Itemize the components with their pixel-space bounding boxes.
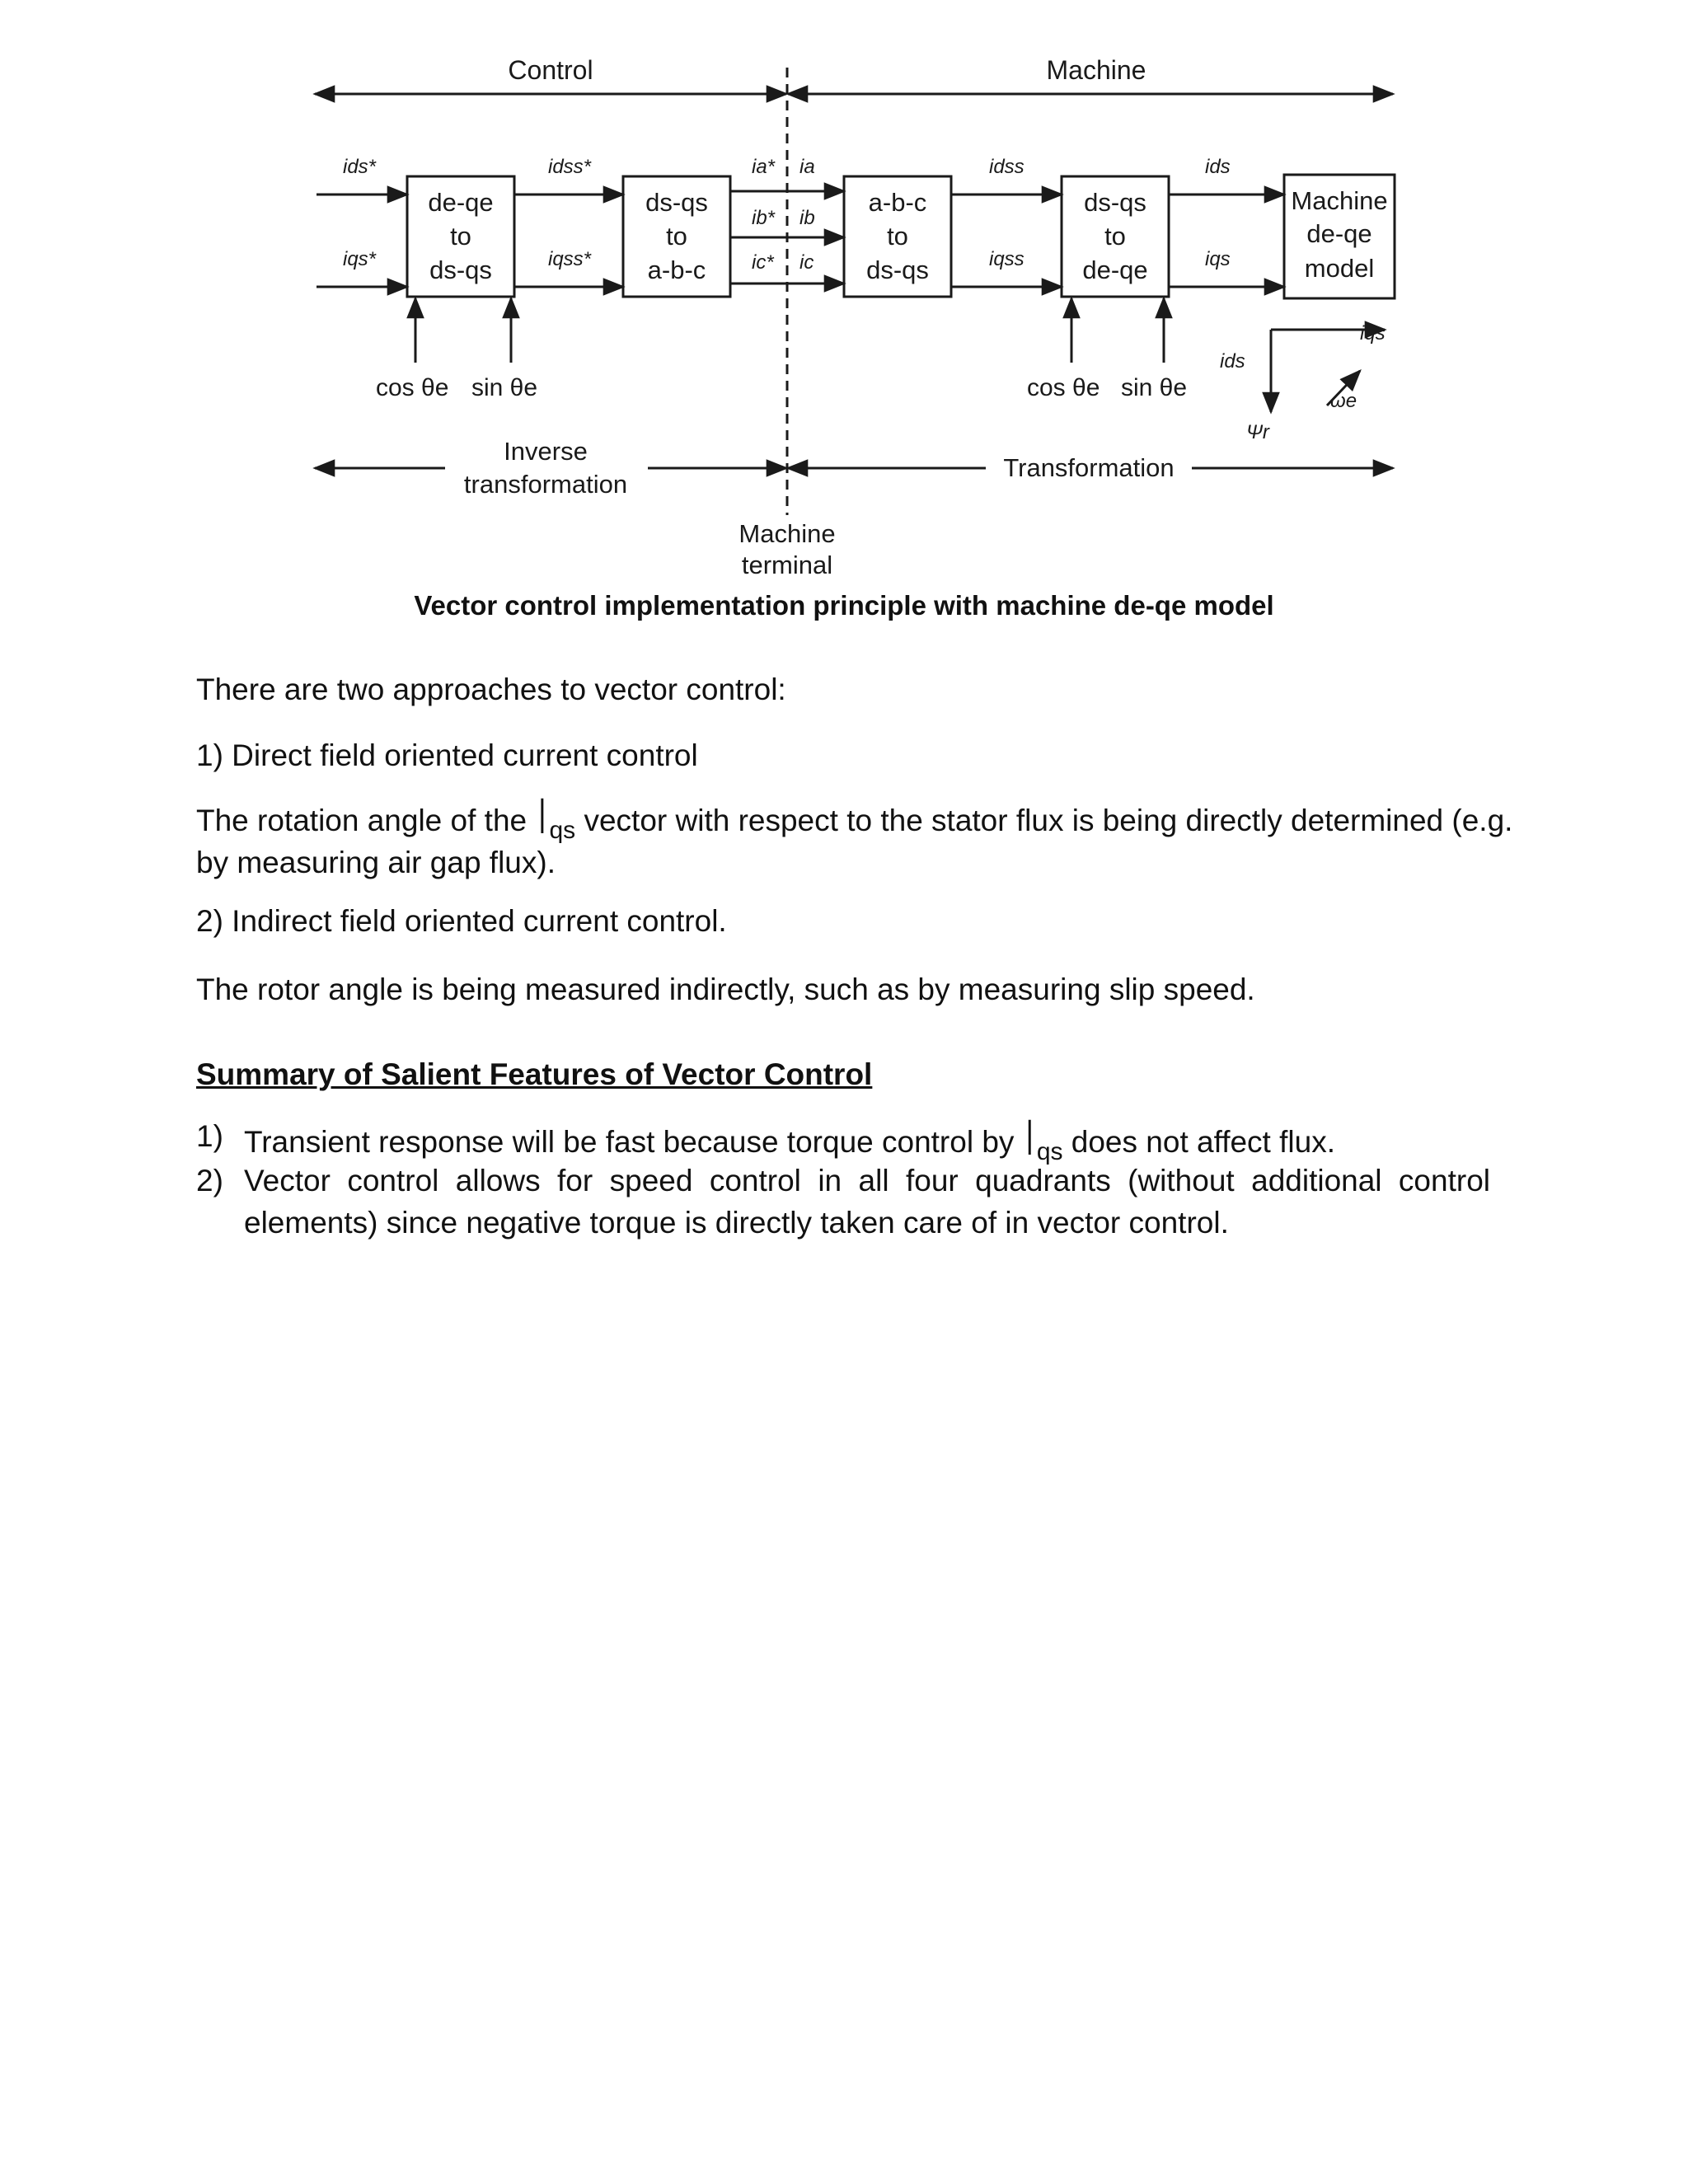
iqs-symbol: I bbox=[535, 789, 550, 845]
block3-line3: ds-qs bbox=[866, 255, 929, 284]
block5-line2: de-qe bbox=[1306, 219, 1372, 248]
summary-heading: Summary of Salient Features of Vector Control bbox=[196, 1057, 873, 1091]
machine-label: Machine bbox=[1046, 55, 1146, 85]
summary-item-2-text: Vector control allows for speed control in all four quadrants (without additional control elements) since negative torque is directly taken care of in vector control. bbox=[244, 1164, 1490, 1240]
item1-desc-b: vector with respect to the stator flux is being directly determined (e.g. bbox=[575, 804, 1513, 837]
summary-item-1-number: 1) bbox=[196, 1119, 223, 1153]
block5-line3: model bbox=[1304, 254, 1375, 283]
iqs-subscript: qs bbox=[549, 817, 576, 844]
label-ids-star: ids* bbox=[343, 156, 377, 178]
figure-caption: Vector control implementation principle with machine de-qe model bbox=[414, 590, 1274, 621]
label-iqs-star: iqs* bbox=[343, 248, 377, 270]
label-ib: ib bbox=[799, 207, 815, 229]
label-iqss-star: iqss* bbox=[548, 248, 592, 270]
item1-description-2: by measuring air gap flux). bbox=[196, 846, 556, 879]
label-iqss: iqss bbox=[989, 248, 1025, 270]
block5-line1: Machine bbox=[1291, 186, 1388, 215]
sin-theta-right: sin θe bbox=[1121, 374, 1188, 401]
label-ia-star: ia* bbox=[752, 156, 776, 178]
label-ids: ids bbox=[1205, 156, 1231, 178]
label-ia: ia bbox=[799, 156, 815, 178]
label-ic: ic bbox=[799, 251, 814, 274]
summary-iqs-symbol: I bbox=[1022, 1110, 1037, 1166]
sin-theta-left: sin θe bbox=[471, 374, 538, 401]
block4-line2: to bbox=[1104, 222, 1126, 251]
trig-arrows bbox=[415, 298, 1164, 363]
block4-line1: ds-qs bbox=[1084, 188, 1146, 217]
label-idss: idss bbox=[989, 156, 1025, 178]
vec-ids-label: ids bbox=[1220, 350, 1245, 373]
label-ic-star: ic* bbox=[752, 251, 774, 274]
block3-line1: a-b-c bbox=[868, 188, 927, 217]
control-label: Control bbox=[508, 55, 593, 85]
inverse-label: Inverse bbox=[504, 437, 588, 466]
inverse-label-2: transformation bbox=[463, 470, 628, 499]
block4-line3: de-qe bbox=[1082, 255, 1148, 284]
item1-description bbox=[196, 789, 1513, 846]
omega-e-label: ωe bbox=[1330, 390, 1357, 412]
summary-iqs-subscript: qs bbox=[1036, 1138, 1063, 1165]
label-idss-star: idss* bbox=[548, 156, 592, 178]
summary-item-2-number: 2) bbox=[196, 1164, 223, 1197]
block1-line1: de-qe bbox=[428, 188, 494, 217]
block2-line1: ds-qs bbox=[645, 188, 708, 217]
block1-line2: to bbox=[450, 222, 471, 251]
item2-description: The rotor angle is being measured indirectly, such as by measuring slip speed. bbox=[196, 972, 1255, 1006]
cos-theta-left: cos θe bbox=[376, 374, 449, 401]
psi-r-label: Ψr bbox=[1246, 421, 1269, 443]
intro-paragraph: There are two approaches to vector control: bbox=[196, 673, 786, 706]
label-iqs: iqs bbox=[1205, 248, 1231, 270]
vector-control-diagram bbox=[0, 0, 1688, 651]
block1-line3: ds-qs bbox=[429, 255, 492, 284]
item1-desc-a: The rotation angle of the bbox=[196, 804, 536, 837]
block2-line2: to bbox=[666, 222, 687, 251]
machine-terminal-label: Machine bbox=[738, 519, 836, 548]
cos-theta-right: cos θe bbox=[1027, 374, 1100, 401]
transformation-label: Transformation bbox=[1003, 453, 1175, 482]
summary-item-1-text-b: does not affect flux. bbox=[1062, 1125, 1335, 1159]
summary-item-1-text-a: Transient response will be fast because torque control by bbox=[244, 1125, 1023, 1159]
label-ib-star: ib* bbox=[752, 207, 776, 229]
block2-line3: a-b-c bbox=[647, 255, 706, 284]
item1-title: 1) Direct field oriented current control bbox=[196, 738, 698, 772]
vec-iqs-label: iqs bbox=[1360, 322, 1386, 344]
item2-title: 2) Indirect field oriented current control. bbox=[196, 904, 727, 938]
block3-line2: to bbox=[887, 222, 908, 251]
machine-terminal-label-2: terminal bbox=[741, 551, 833, 579]
